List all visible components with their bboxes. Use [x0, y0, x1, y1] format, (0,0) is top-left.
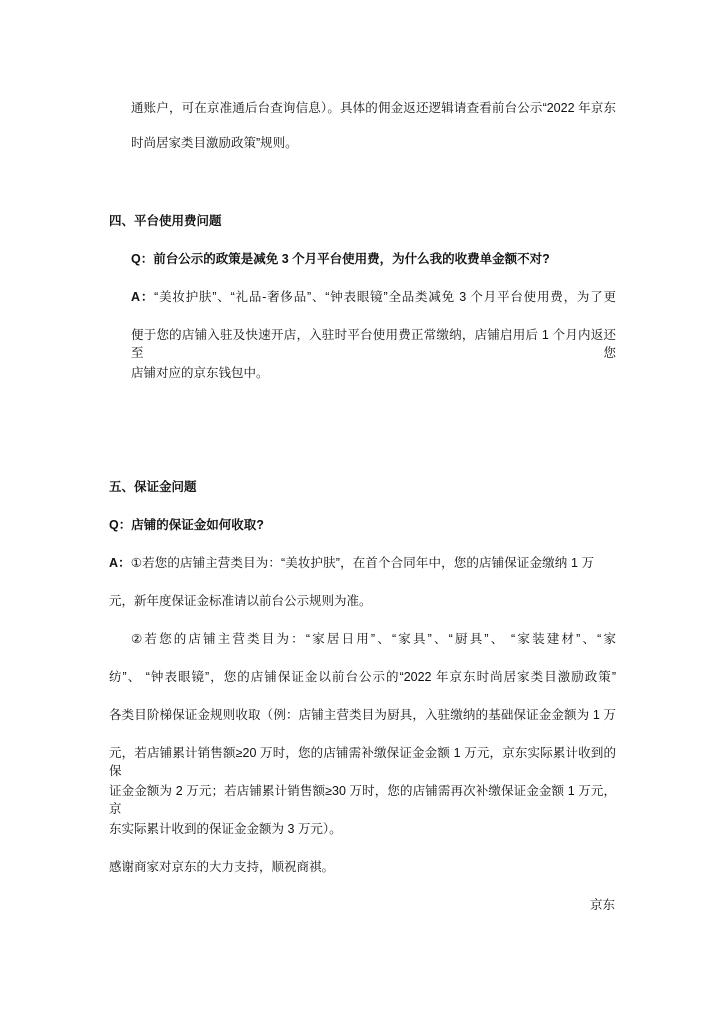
- section-heading: 五、保证金问题: [109, 480, 197, 494]
- answer-line: 元，若店铺累计销售额≥20 万时，您的店铺需补缴保证金金额 1 万元，京东实际累计收到的保: [109, 746, 616, 778]
- answer-label: A：: [109, 556, 131, 570]
- closing-text: 感谢商家对京东的大力支持，顺祝商祺。: [109, 860, 335, 874]
- answer-line: 店铺对应的京东钱包中。: [131, 366, 269, 380]
- question: Q：前台公示的政策是减免 3 个月平台使用费，为什么我的收费单金额不对?: [131, 252, 550, 266]
- answer-line: [109, 554, 594, 572]
- section-heading: 四、平台使用费问题: [109, 214, 222, 228]
- answer-line: 便于您的店铺入驻及快速开店，入驻时平台使用费正常缴纳，店铺启用后 1 个月内返还至您: [131, 328, 616, 360]
- answer-line: 证金金额为 2 万元；若店铺累计销售额≥30 万时，您的店铺需再次补缴保证金金额 1 万元，京: [109, 784, 616, 816]
- signature: 京东: [589, 898, 615, 912]
- answer-line: [131, 288, 616, 306]
- answer-line: 各类目阶梯保证金规则收取（例：店铺主营类目为厨具，入驻缴纳的基础保证金金额为 1 万: [109, 708, 616, 722]
- question: Q：店铺的保证金如何收取?: [109, 518, 264, 532]
- answer-label: A：: [131, 290, 155, 304]
- paragraph-line: 通账户，可在京准通后台查询信息）。具体的佣金返还逻辑请查看前台公示“2022 年京东: [131, 101, 616, 115]
- answer-text: ①若您的店铺主营类目为：“美妆护肤”，在首个合同年中，您的店铺保证金缴纳 1 万: [130, 556, 594, 570]
- answer-line: 纺”、 “钟表眼镜”，您的店铺保证金以前台公示的“2022 年京东时尚居家类目激励政策”: [109, 670, 616, 684]
- answer-line: 元，新年度保证金标准请以前台公示规则为准。: [109, 594, 372, 608]
- paragraph-line: 时尚居家类目激励政策”规则。: [131, 136, 298, 150]
- answer-line: ②若您的店铺主营类目为：“家居日用”、“家具”、“厨具”、 “家装建材”、“家: [131, 632, 616, 646]
- answer-line: 东实际累计收到的保证金金额为 3 万元）。: [109, 822, 342, 836]
- answer-text: “美妆护肤”、“礼品-奢侈品”、“钟表眼镜”全品类减免 3 个月平台使用费，为了更: [154, 290, 616, 304]
